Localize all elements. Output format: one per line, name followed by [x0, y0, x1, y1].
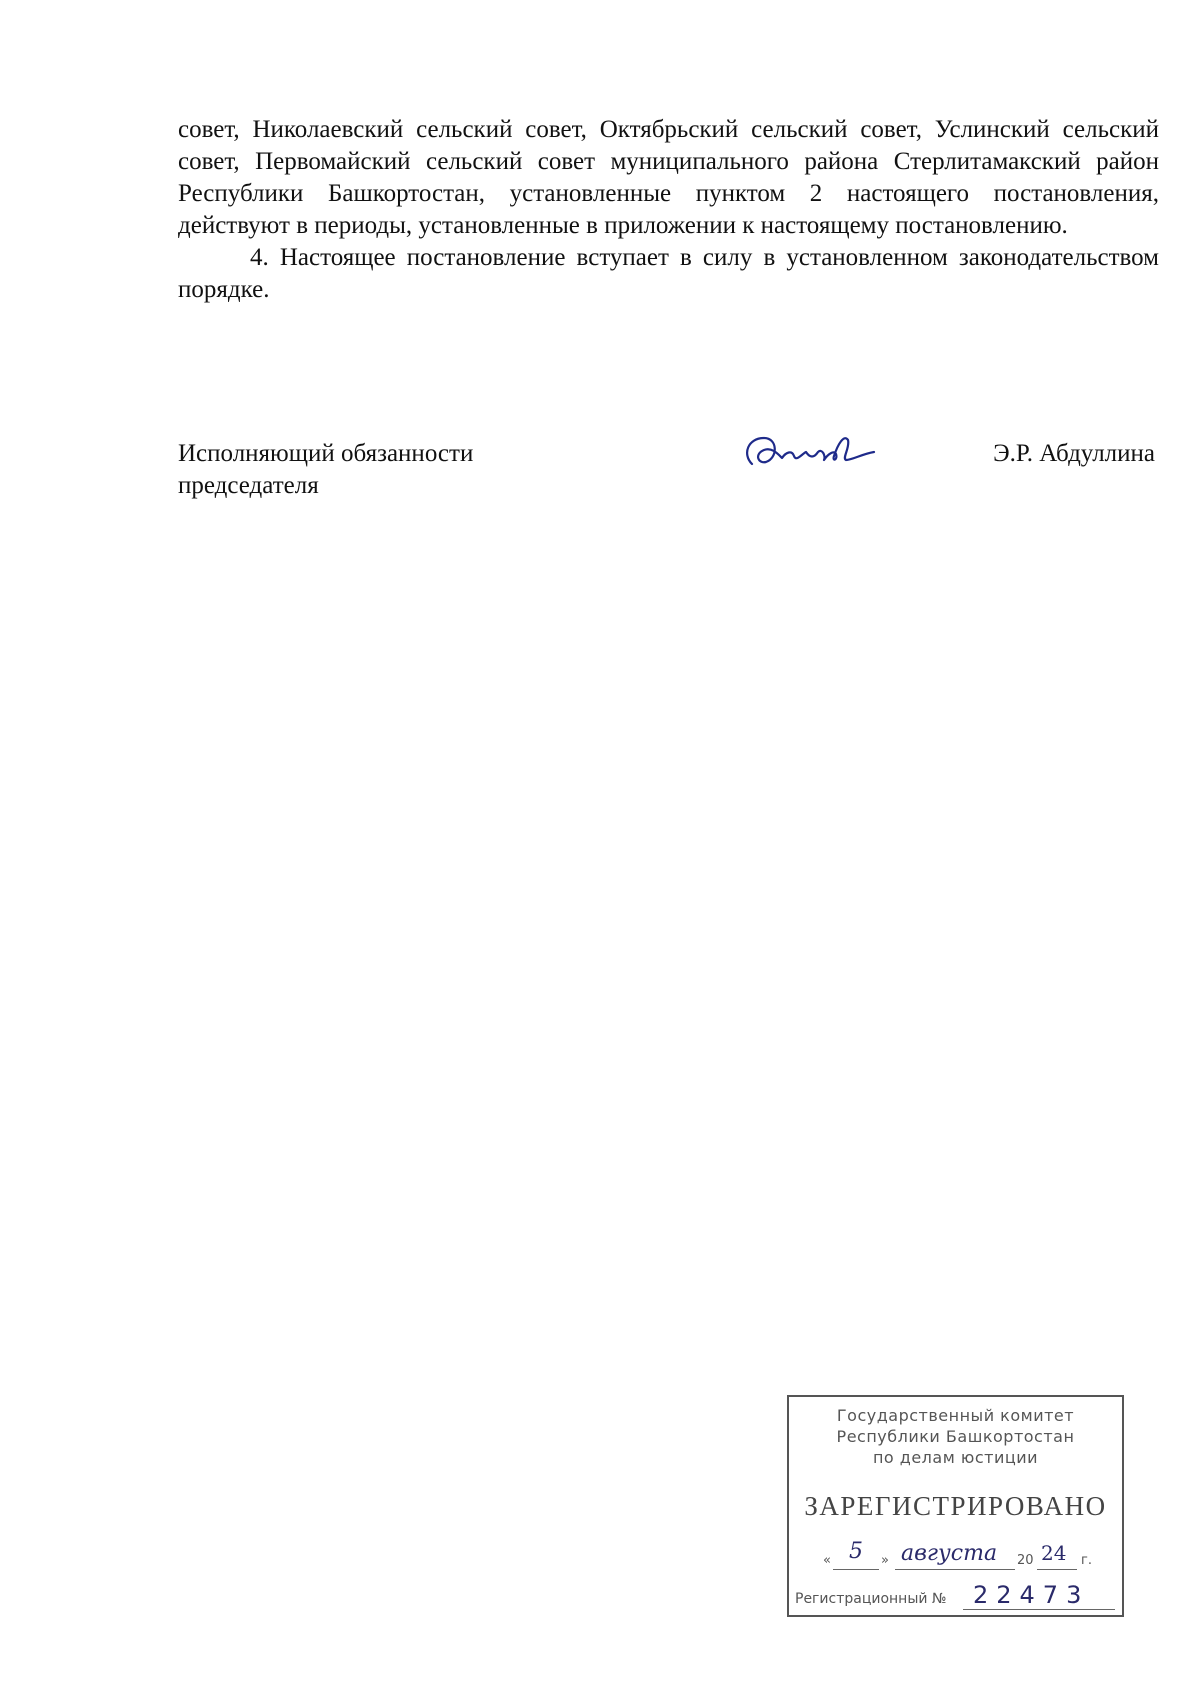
date-close-quote: »	[881, 1553, 889, 1568]
document-body	[178, 114, 1159, 306]
date-year-suffix: 24	[1041, 1541, 1067, 1565]
stamp-status: ЗАРЕГИСТРИРОВАНО	[804, 1491, 1107, 1521]
stamp-date	[823, 1539, 1113, 1573]
date-suffix: г.	[1081, 1553, 1092, 1568]
paragraph-continuation: совет, Николаевский сельский совет, Октябрьский сельский совет, Услинский сельский совет, Первомайский сельский совет муниципального района Стерлитамакский район Республики Башкортостан, установленные пунктом 2 настоящего постановления, действуют в периоды, установленные в приложении к настоящему постановлению.	[178, 116, 1159, 239]
date-open-quote: «	[823, 1553, 831, 1568]
reg-number-line	[963, 1609, 1115, 1610]
date-month: августа	[901, 1541, 998, 1566]
signature-block	[178, 438, 1159, 508]
registration-stamp	[787, 1395, 1124, 1617]
date-year-line	[1037, 1569, 1077, 1570]
signer-title	[178, 438, 578, 502]
signer-title-line2: председателя	[178, 472, 319, 499]
signer-name: Э.Р. Абдуллина	[993, 440, 1155, 467]
date-day-line	[833, 1569, 879, 1570]
paragraph-4: 4. Настоящее постановление вступает в силу в установленном законодательством порядке.	[178, 244, 1159, 303]
stamp-organization	[789, 1405, 1122, 1468]
stamp-org-line2: Республики Башкортостан	[836, 1427, 1075, 1446]
stamp-org-line1: Государственный комитет	[836, 1406, 1075, 1425]
handwritten-signature	[738, 424, 878, 484]
date-day: 5	[849, 1539, 863, 1564]
reg-number: 22473	[973, 1581, 1090, 1609]
stamp-org-line3: по делам юстиции	[872, 1448, 1039, 1467]
date-year-prefix: 20	[1017, 1553, 1034, 1568]
reg-label: Регистрационный №	[795, 1591, 947, 1607]
date-month-line	[895, 1569, 1015, 1570]
stamp-registration-number	[795, 1583, 1115, 1613]
signer-title-line1: Исполняющий обязанности	[178, 440, 474, 467]
